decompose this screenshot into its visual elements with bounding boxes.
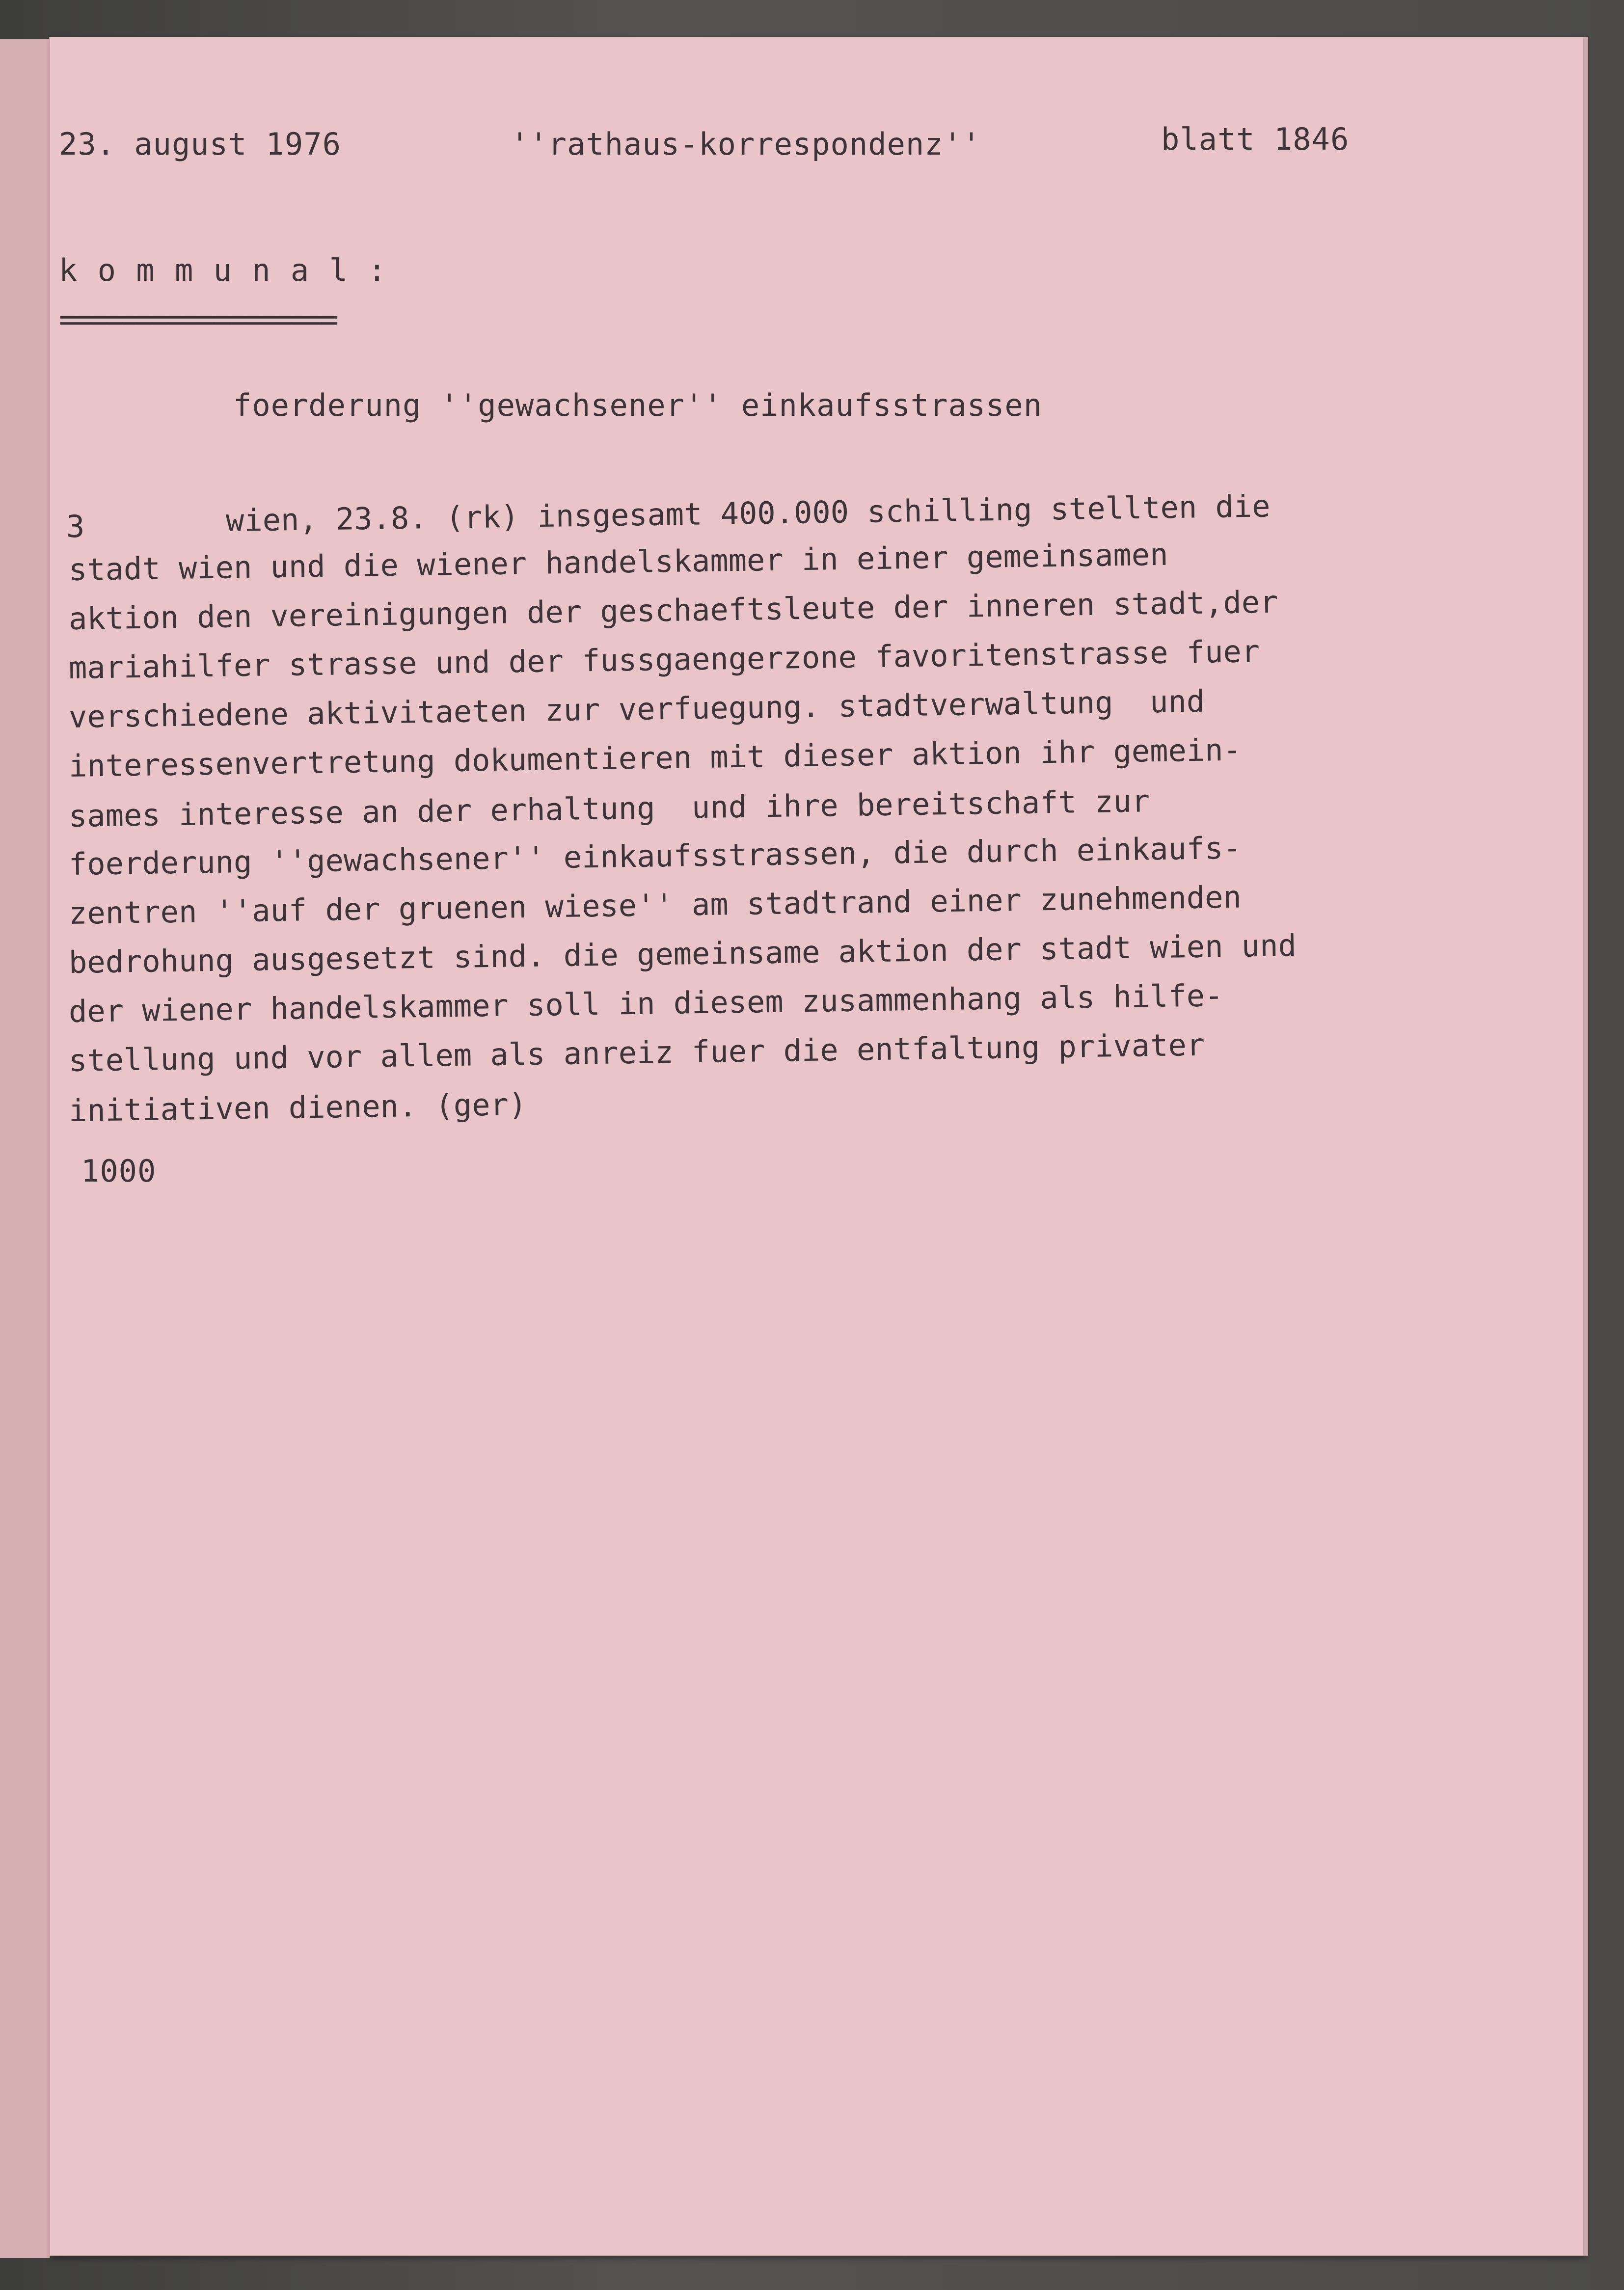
body-line: aktion den vereinigungen der geschaeftsleute der inneren stadt,der (68, 584, 1278, 637)
body-line: zentren ''auf der gruenen wiese'' am stadtrand einer zunehmenden (68, 879, 1242, 931)
body-line: initiativen dienen. (ger) (68, 1086, 527, 1129)
article-number: 3 (66, 509, 85, 544)
body-line: der wiener handelskammer soll in diesem zusammenhang als hilfe- (68, 977, 1223, 1029)
page-edge (1583, 37, 1588, 2256)
body-line: mariahilfer strasse und der fussgaengerzone favoritenstrasse fuer (68, 633, 1260, 686)
body-line: interessenvertretung dokumentieren mit dieser aktion ihr gemein- (68, 731, 1242, 784)
article-headline: foerderung ''gewachsener'' einkaufsstrassen (233, 387, 1043, 423)
body-line: bedrohung ausgesetzt sind. die gemeinsame aktion der stadt wien und (68, 927, 1297, 980)
header-sheet-number: blatt 1846 (1161, 121, 1350, 157)
body-line: stadt wien und die wiener handelskammer in einer gemeinsamen (68, 536, 1168, 588)
body-line: wien, 23.8. (rk) insgesamt 400.000 schilling stellten die (225, 488, 1271, 539)
body-line: verschiedene aktivitaeten zur verfuegung. stadtverwaltung und (68, 683, 1205, 735)
body-line: stellung und vor allem als anreiz fuer die entfaltung privater (68, 1026, 1205, 1078)
section-label: k o m m u n a l : (59, 252, 387, 288)
document-page (49, 37, 1584, 2256)
article-code: 1000 (81, 1153, 157, 1189)
header-publication: ''rathaus-korrespondenz'' (511, 126, 981, 162)
header-date: 23. august 1976 (59, 126, 341, 162)
body-line: sames interesse an der erhaltung und ihre bereitschaft zur (68, 783, 1150, 834)
previous-page-edge (0, 39, 50, 2258)
section-underline: ================== (59, 301, 336, 337)
body-line: foerderung ''gewachsener'' einkaufsstrassen, die durch einkaufs- (68, 830, 1242, 882)
